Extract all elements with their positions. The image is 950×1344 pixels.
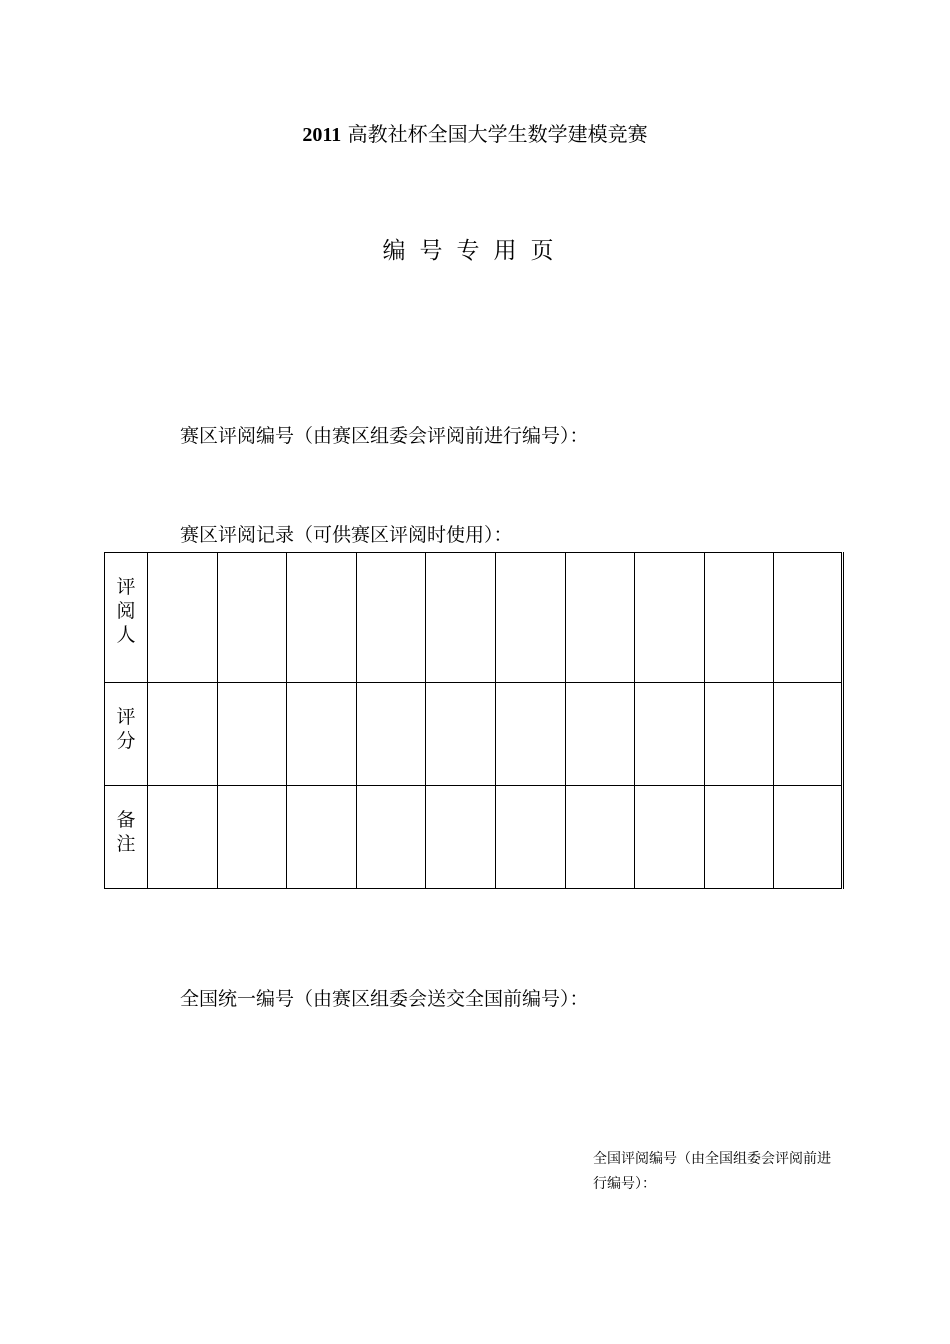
regional-review-record-label: 赛区评阅记录（可供赛区评阅时使用）：	[180, 524, 513, 546]
table-cell[interactable]	[357, 786, 426, 889]
reviewer-row	[105, 553, 843, 683]
table-cell[interactable]	[426, 683, 496, 786]
row-header-label: 备注	[116, 809, 136, 855]
table-cell[interactable]	[496, 683, 566, 786]
table-cell[interactable]	[426, 553, 496, 683]
row-header-label: 评阅人	[116, 576, 136, 646]
table-cell[interactable]	[357, 683, 426, 786]
title-year: 2011	[302, 124, 342, 146]
regional-review-number-label: 赛区评阅编号（由赛区组委会评阅前进行编号）：	[180, 425, 589, 447]
table-cell[interactable]	[287, 553, 357, 683]
page-subtitle: 编号专用页	[382, 238, 568, 264]
table-cell[interactable]	[635, 786, 705, 889]
table-cell[interactable]	[566, 553, 635, 683]
page-title	[0, 118, 950, 151]
table-cell[interactable]	[218, 683, 287, 786]
table-cell[interactable]	[635, 683, 705, 786]
row-header	[105, 786, 148, 889]
national-review-number-label: 全国评阅编号（由全国组委会评阅前进行编号）：	[593, 1151, 831, 1192]
table-body	[105, 553, 843, 889]
table-cell[interactable]	[705, 786, 774, 889]
title-text: 高教社杯全国大学生数学建模竞赛	[347, 122, 648, 146]
table-cell[interactable]	[566, 683, 635, 786]
table-cell[interactable]	[705, 683, 774, 786]
table-cell[interactable]	[705, 553, 774, 683]
table-cell[interactable]	[774, 683, 843, 786]
table-cell[interactable]	[287, 786, 357, 889]
table-cell[interactable]	[357, 553, 426, 683]
table-cell[interactable]	[774, 786, 843, 889]
table-cell[interactable]	[566, 786, 635, 889]
table-cell[interactable]	[496, 553, 566, 683]
table-cell[interactable]	[426, 786, 496, 889]
table-cell[interactable]	[148, 683, 218, 786]
table-cell[interactable]	[148, 786, 218, 889]
table-cell[interactable]	[218, 553, 287, 683]
review-record-table	[104, 552, 844, 889]
table-cell[interactable]	[496, 786, 566, 889]
score-row	[105, 683, 843, 786]
table-cell[interactable]	[635, 553, 705, 683]
table-cell[interactable]	[148, 553, 218, 683]
row-header	[105, 683, 148, 786]
remarks-row	[105, 786, 843, 889]
table-cell[interactable]	[774, 553, 843, 683]
row-header-label: 评分	[116, 706, 136, 752]
table-cell[interactable]	[287, 683, 357, 786]
national-unified-number-label: 全国统一编号（由赛区组委会送交全国前编号）：	[180, 988, 589, 1010]
row-header	[105, 553, 148, 683]
table-cell[interactable]	[218, 786, 287, 889]
